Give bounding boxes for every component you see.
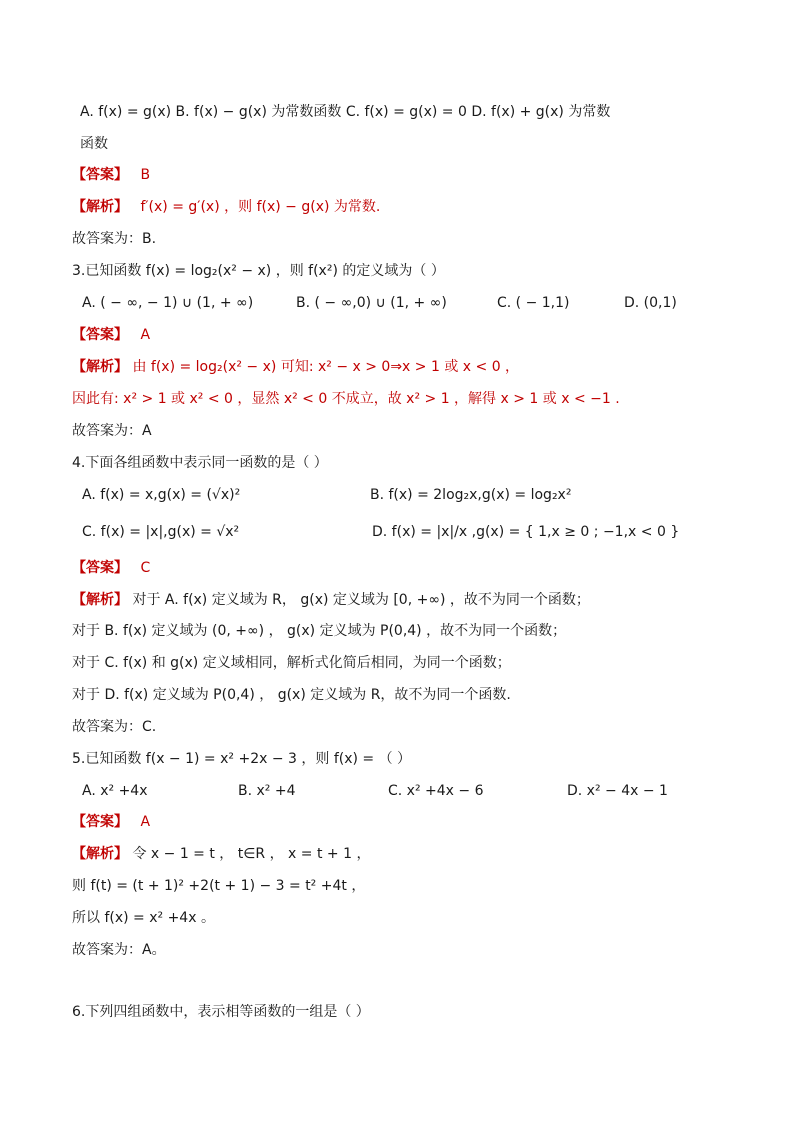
answer-value: B [140,167,151,183]
q2-options-line1: A. f(x) = g(x) B. f(x) − g(x) 为常数函数 C. f(x) = g(x) = 0 D. f(x) + g(x) 为常数 [80,104,611,120]
q6-stem: 6.下列四组函数中，表示相等函数的一组是（ ） [72,1004,370,1020]
answer-tag: 【答案】 [72,814,128,830]
q4-option-c: C. f(x) = |x|,g(x) = √x² [82,524,240,540]
analysis-text: f′(x) = g′(x) ，则 f(x) − g(x) 为常数. [140,199,381,215]
q5-option-c: C. x² +4x − 6 [388,783,484,799]
q2-answer [72,165,150,185]
answer-tag: 【答案】 [72,560,128,576]
q4-stem: 4.下面各组函数中表示同一函数的是（ ） [72,455,328,471]
q5-stem: 5.已知函数 f(x − 1) = x² +2x − 3 ，则 f(x) = （ ） [72,751,412,767]
q2-analysis [72,197,380,217]
q3-option-a: A. ( − ∞, − 1) ∪ (1, + ∞) [82,295,254,311]
q4-option-a: A. f(x) = x,g(x) = (√x)² [82,487,241,503]
answer-tag: 【答案】 [72,167,128,183]
q4-analysis-line2: 对于 B. f(x) 定义域为 (0, +∞) ， g(x) 定义域为 P(0,4) ，故不为同一个函数； [72,623,567,639]
q3-answer [72,325,150,345]
q5-option-d: D. x² − 4x − 1 [567,783,668,799]
q3-conclusion: 故答案为：A [72,423,152,439]
q4-analysis-line1 [72,590,590,610]
q5-conclusion: 故答案为：A。 [72,942,166,958]
q5-answer [72,812,150,832]
analysis-text: 令 x − 1 = t ， t∈R ， x = t + 1 ， [132,846,371,862]
q3-option-c: C. ( − 1,1) [497,295,570,311]
q4-analysis-line4: 对于 D. f(x) 定义域为 P(0,4) ， g(x) 定义域为 R，故不为同一个函数. [72,687,511,703]
q4-option-d: D. f(x) = |x|/x ,g(x) = { 1,x ≥ 0 ; −1,x < 0 } [372,524,680,540]
q5-analysis-line2: 则 f(t) = (t + 1)² +2(t + 1) − 3 = t² +4t ， [72,878,366,894]
q2-options-line2: 函数 [80,136,108,152]
q4-conclusion: 故答案为：C. [72,719,157,735]
q5-option-b: B. x² +4 [238,783,296,799]
answer-value: A [140,814,151,830]
analysis-tag: 【解析】 [72,592,128,608]
q5-option-a: A. x² +4x [82,783,148,799]
analysis-tag: 【解析】 [72,199,128,215]
analysis-tag: 【解析】 [72,846,128,862]
q3-option-d: D. (0,1) [624,295,677,311]
analysis-text: 由 f(x) = log₂(x² − x) 可知: x² − x > 0⇒x > 1 或 x < 0 ， [132,359,520,375]
q5-analysis-line1 [72,844,370,864]
answer-value: C [140,560,151,576]
q3-stem: 3.已知函数 f(x) = log₂(x² − x) ，则 f(x²) 的定义域为（ ） [72,263,445,279]
answer-tag: 【答案】 [72,327,128,343]
analysis-text: 对于 A. f(x) 定义域为 R， g(x) 定义域为 [0, +∞) ，故不为同一个函数； [132,592,590,608]
q3-option-b: B. ( − ∞,0) ∪ (1, + ∞) [296,295,447,311]
q4-option-b: B. f(x) = 2log₂x,g(x) = log₂x² [370,487,572,503]
q2-conclusion: 故答案为：B. [72,231,157,247]
answer-value: A [140,327,151,343]
q4-answer [72,558,150,578]
q3-analysis-line1 [72,357,519,377]
q3-analysis-line2: 因此有: x² > 1 或 x² < 0 ，显然 x² < 0 不成立，故 x² > 1 ，解得 x > 1 或 x < −1 . [72,391,620,407]
q5-analysis-line3: 所以 f(x) = x² +4x 。 [72,910,215,926]
q4-analysis-line3: 对于 C. f(x) 和 g(x) 定义域相同，解析式化简后相同，为同一个函数； [72,655,511,671]
analysis-tag: 【解析】 [72,359,128,375]
